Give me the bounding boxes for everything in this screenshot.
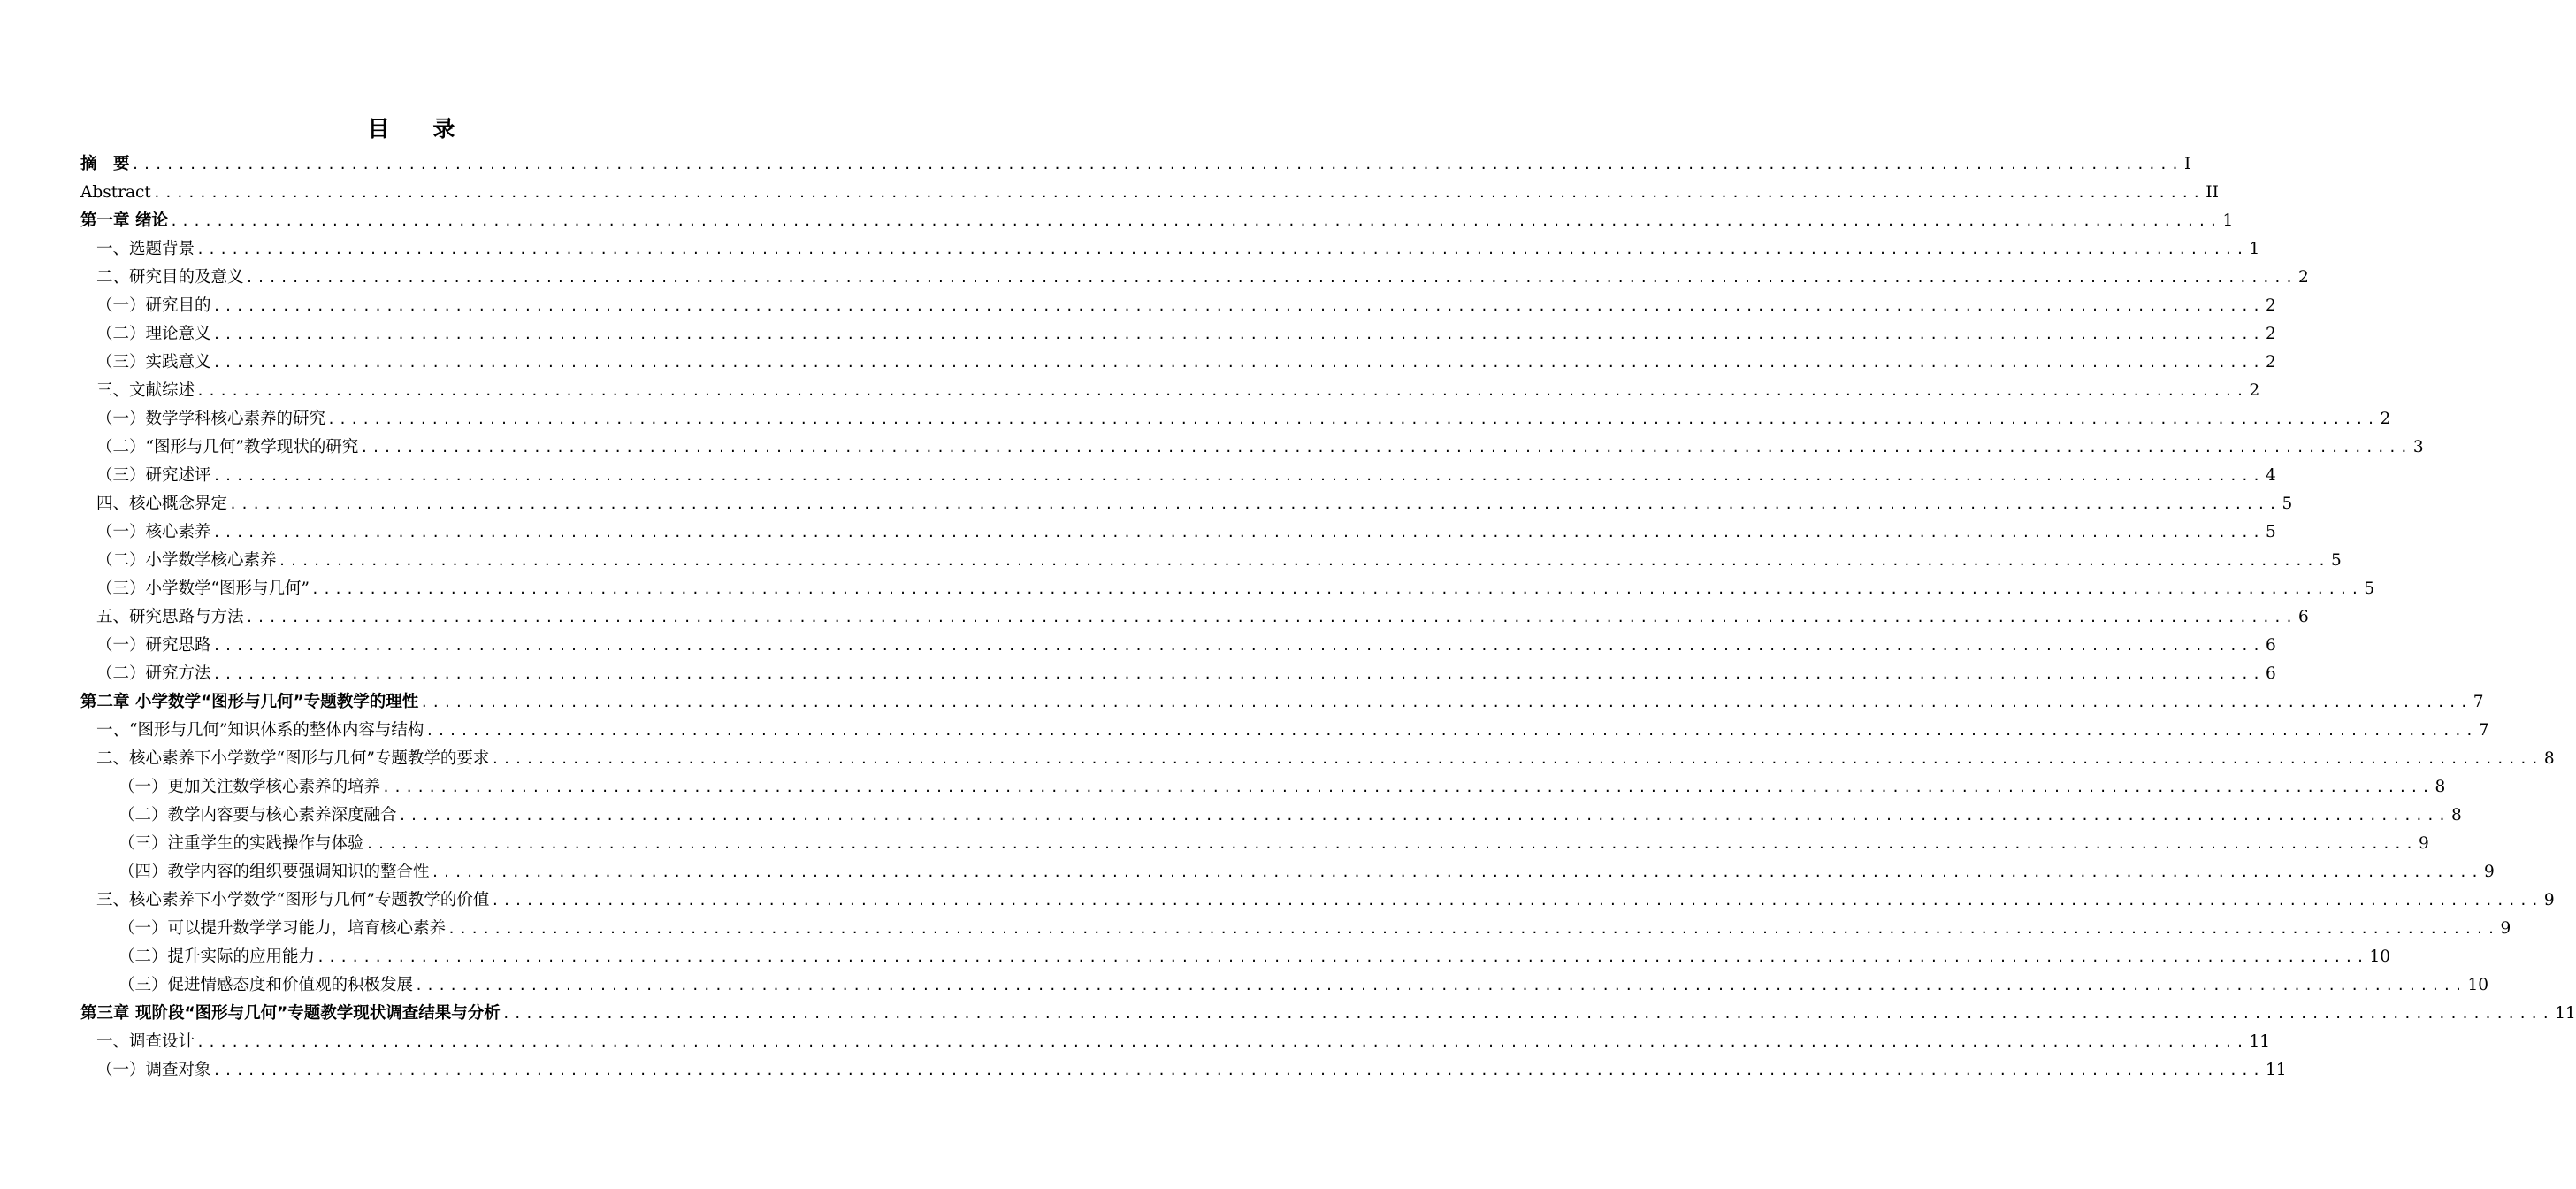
toc-entry-label: 第一章 绪论 bbox=[80, 211, 168, 230]
toc-entry[interactable] bbox=[80, 688, 2484, 717]
toc-dot-leader: .................................................................................................................................................................................. bbox=[491, 751, 2542, 767]
toc-dot-leader: .................................................................................................................................................................................. bbox=[152, 185, 2205, 201]
toc-entry-label: （一）调查对象 bbox=[96, 1061, 211, 1079]
toc-dot-leader: .................................................................................................................................................................................. bbox=[382, 779, 2434, 795]
toc-entry-page-number: 2 bbox=[2380, 410, 2391, 428]
toc-entry-page-number: 11 bbox=[2249, 1032, 2271, 1051]
toc-dot-leader: .................................................................................................................................................................................. bbox=[212, 666, 2264, 682]
toc-dot-leader: .................................................................................................................................................................................. bbox=[278, 553, 2329, 569]
toc-dot-leader: .................................................................................................................................................................................. bbox=[212, 298, 2264, 314]
toc-entry-label: 第二章 小学数学“图形与几何”专题教学的理性 bbox=[80, 693, 419, 711]
toc-entry-page-number: 2 bbox=[2266, 296, 2276, 315]
toc-entry-page-number: 10 bbox=[2467, 976, 2489, 994]
toc-entry[interactable] bbox=[80, 660, 2276, 688]
toc-entry-page-number: I bbox=[2184, 155, 2191, 173]
toc-entry-label: 摘 要 bbox=[80, 155, 130, 173]
toc-dot-leader: .................................................................................................................................................................................. bbox=[245, 270, 2297, 286]
toc-entry-label: 三、文献综述 bbox=[96, 381, 195, 400]
toc-entry[interactable] bbox=[80, 971, 2489, 1000]
toc-dot-leader: .................................................................................................................................................................................. bbox=[212, 355, 2264, 371]
toc-dot-leader: .................................................................................................................................................................................. bbox=[420, 694, 2472, 710]
toc-dot-leader: .................................................................................................................................................................................. bbox=[212, 525, 2264, 541]
toc-entry-label: Abstract bbox=[80, 183, 151, 202]
toc-entry-page-number: 6 bbox=[2298, 608, 2309, 626]
toc-entry[interactable] bbox=[80, 264, 2309, 292]
toc-entry[interactable] bbox=[80, 915, 2511, 943]
table-of-contents bbox=[80, 150, 2576, 1085]
toc-dot-leader: .................................................................................................................................................................................. bbox=[131, 157, 2182, 173]
toc-entry[interactable] bbox=[80, 745, 2555, 773]
toc-entry[interactable] bbox=[80, 349, 2276, 377]
toc-entry[interactable] bbox=[80, 943, 2391, 971]
toc-entry-page-number: 5 bbox=[2266, 523, 2276, 541]
toc-entry-label: （三）注重学生的实践操作与体验 bbox=[118, 834, 364, 853]
toc-entry-page-number: 6 bbox=[2266, 664, 2276, 683]
toc-entry-page-number: 2 bbox=[2249, 381, 2260, 400]
toc-entry-label: （二）小学数学核心素养 bbox=[96, 551, 277, 570]
toc-entry-page-number: 2 bbox=[2266, 325, 2276, 343]
toc-dot-leader: .................................................................................................................................................................................. bbox=[447, 921, 2499, 937]
toc-entry-label: 二、核心素养下小学数学“图形与几何”专题教学的要求 bbox=[96, 749, 490, 768]
toc-dot-leader: .................................................................................................................................................................................. bbox=[360, 440, 2412, 456]
toc-entry[interactable] bbox=[80, 490, 2293, 518]
toc-title: 目 录 bbox=[367, 116, 473, 142]
toc-dot-leader: .................................................................................................................................................................................. bbox=[491, 893, 2542, 909]
toc-entry-label: （一）更加关注数学核心素养的培养 bbox=[118, 778, 381, 796]
toc-dot-leader: .................................................................................................................................................................................. bbox=[501, 1006, 2554, 1022]
toc-entry[interactable] bbox=[80, 150, 2191, 179]
toc-dot-leader: .................................................................................................................................................................................. bbox=[169, 213, 2221, 229]
toc-entry[interactable] bbox=[80, 207, 2234, 235]
toc-entry-page-number: 9 bbox=[2419, 834, 2429, 853]
toc-entry[interactable] bbox=[80, 547, 2342, 575]
toc-entry-page-number: 2 bbox=[2298, 268, 2309, 287]
toc-dot-leader: .................................................................................................................................................................................. bbox=[212, 1062, 2264, 1078]
toc-entry-page-number: 3 bbox=[2412, 438, 2424, 456]
toc-entry-label: 五、研究思路与方法 bbox=[96, 608, 244, 626]
toc-entry-page-number: 5 bbox=[2282, 495, 2293, 513]
toc-entry-page-number: 4 bbox=[2266, 466, 2276, 485]
toc-entry-label: （三）研究述评 bbox=[96, 466, 211, 485]
toc-entry-page-number: 11 bbox=[2266, 1061, 2287, 1079]
toc-dot-leader: .................................................................................................................................................................................. bbox=[196, 242, 2248, 257]
toc-entry-page-number: 6 bbox=[2266, 636, 2276, 655]
toc-entry-page-number: 9 bbox=[2484, 863, 2495, 881]
toc-entry-label: 二、研究目的及意义 bbox=[96, 268, 244, 287]
toc-dot-leader: .................................................................................................................................................................................. bbox=[212, 638, 2264, 654]
toc-dot-leader: .................................................................................................................................................................................. bbox=[317, 949, 2368, 965]
toc-entry[interactable] bbox=[80, 886, 2555, 915]
toc-entry[interactable] bbox=[80, 575, 2375, 603]
toc-entry-label: （一）数学学科核心素养的研究 bbox=[96, 410, 326, 428]
toc-entry-label: （二）教学内容要与核心素养深度融合 bbox=[118, 806, 397, 825]
toc-entry-page-number: 8 bbox=[2451, 806, 2462, 825]
toc-entry-label: 三、核心素养下小学数学“图形与几何”专题教学的价值 bbox=[96, 891, 490, 909]
toc-entry[interactable] bbox=[80, 377, 2260, 405]
toc-dot-leader: .................................................................................................................................................................................. bbox=[196, 383, 2248, 399]
toc-entry[interactable] bbox=[80, 717, 2489, 745]
toc-entry-label: （二）研究方法 bbox=[96, 664, 211, 683]
toc-dot-leader: .................................................................................................................................................................................. bbox=[415, 978, 2466, 993]
toc-entry[interactable] bbox=[80, 802, 2462, 830]
toc-entry-label: 一、选题背景 bbox=[96, 240, 195, 258]
toc-entry-page-number: II bbox=[2205, 183, 2219, 202]
toc-entry-page-number: 5 bbox=[2364, 579, 2375, 598]
toc-entry[interactable] bbox=[80, 830, 2429, 858]
toc-entry-label: （一）研究思路 bbox=[96, 636, 211, 655]
toc-entry[interactable] bbox=[80, 433, 2424, 462]
toc-entry-label: （四）教学内容的组织要强调知识的整合性 bbox=[118, 863, 430, 881]
toc-entry[interactable] bbox=[80, 1000, 2576, 1028]
toc-entry-page-number: 5 bbox=[2331, 551, 2342, 570]
toc-dot-leader: .................................................................................................................................................................................. bbox=[365, 836, 2417, 852]
toc-entry-label: （一）研究目的 bbox=[96, 296, 211, 315]
toc-entry[interactable] bbox=[80, 603, 2309, 632]
toc-entry-page-number: 8 bbox=[2435, 778, 2446, 796]
toc-entry-label: 第三章 现阶段“图形与几何”专题教学现状调查结果与分析 bbox=[80, 1004, 501, 1023]
toc-dot-leader: .................................................................................................................................................................................. bbox=[310, 581, 2363, 597]
toc-entry[interactable] bbox=[80, 405, 2391, 433]
toc-dot-leader: .................................................................................................................................................................................. bbox=[398, 808, 2450, 824]
toc-entry[interactable] bbox=[80, 235, 2260, 264]
toc-dot-leader: .................................................................................................................................................................................. bbox=[212, 468, 2264, 484]
toc-entry[interactable] bbox=[80, 462, 2276, 490]
toc-entry[interactable] bbox=[80, 1056, 2287, 1085]
toc-entry-label: 一、调查设计 bbox=[96, 1032, 195, 1051]
toc-entry-label: （一）核心素养 bbox=[96, 523, 211, 541]
toc-entry-label: 一、“图形与几何”知识体系的整体内容与结构 bbox=[96, 721, 424, 740]
toc-entry-page-number: 7 bbox=[2478, 721, 2489, 740]
toc-entry-label: （三）实践意义 bbox=[96, 353, 211, 372]
toc-entry-label: （二）“图形与几何”教学现状的研究 bbox=[96, 438, 359, 456]
toc-entry-page-number: 9 bbox=[2500, 919, 2511, 938]
toc-entry-page-number: 8 bbox=[2543, 749, 2555, 768]
toc-entry[interactable] bbox=[80, 632, 2276, 660]
toc-entry-page-number: 7 bbox=[2473, 693, 2484, 711]
toc-dot-leader: .................................................................................................................................................................................. bbox=[212, 326, 2264, 342]
toc-entry[interactable] bbox=[80, 320, 2276, 349]
toc-entry-page-number: 1 bbox=[2249, 240, 2260, 258]
toc-entry-page-number: 9 bbox=[2543, 891, 2555, 909]
toc-dot-leader: .................................................................................................................................................................................. bbox=[229, 496, 2281, 512]
toc-dot-leader: .................................................................................................................................................................................. bbox=[196, 1034, 2248, 1050]
toc-entry[interactable] bbox=[80, 773, 2446, 802]
toc-entry[interactable] bbox=[80, 292, 2276, 320]
toc-entry-page-number: 11 bbox=[2555, 1004, 2576, 1023]
toc-entry-label: 四、核心概念界定 bbox=[96, 495, 228, 513]
toc-entry-label: （三）小学数学“图形与几何” bbox=[96, 579, 310, 598]
toc-dot-leader: .................................................................................................................................................................................. bbox=[245, 610, 2297, 625]
toc-entry[interactable] bbox=[80, 179, 2219, 207]
toc-entry-label: （二）理论意义 bbox=[96, 325, 211, 343]
toc-entry-page-number: 1 bbox=[2222, 211, 2234, 230]
toc-entry[interactable] bbox=[80, 1028, 2271, 1056]
toc-entry-page-number: 10 bbox=[2369, 947, 2391, 966]
toc-entry-label: （二）提升实际的应用能力 bbox=[118, 947, 316, 966]
toc-entry[interactable] bbox=[80, 858, 2495, 886]
toc-entry-page-number: 2 bbox=[2266, 353, 2276, 372]
toc-entry[interactable] bbox=[80, 518, 2276, 547]
toc-entry-label: （一）可以提升数学学习能力，培育核心素养 bbox=[118, 919, 447, 938]
toc-dot-leader: .................................................................................................................................................................................. bbox=[327, 411, 2379, 427]
toc-dot-leader: .................................................................................................................................................................................. bbox=[425, 723, 2477, 739]
toc-entry-label: （三）促进情感态度和价值观的积极发展 bbox=[118, 976, 414, 994]
toc-dot-leader: .................................................................................................................................................................................. bbox=[431, 864, 2482, 880]
